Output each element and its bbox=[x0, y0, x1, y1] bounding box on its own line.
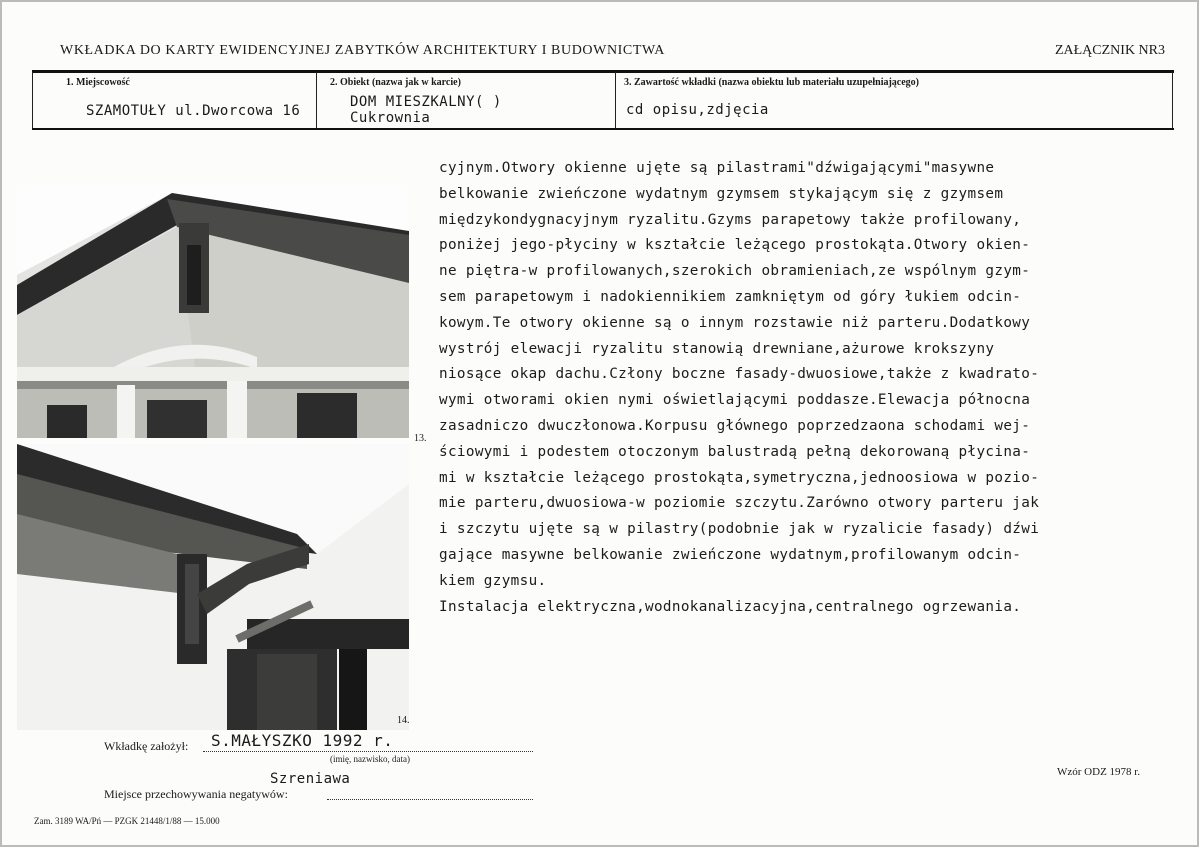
form-title: WKŁADKA DO KARTY EWIDENCYJNEJ ZABYTKÓW ARCHITEKTURY I BUDOWNICTWA bbox=[60, 43, 665, 58]
description-line: wymi otworami okien nymi oświetlającymi poddasze.Elewacja północna bbox=[439, 392, 1031, 409]
author-hint: (imię, nazwisko, data) bbox=[330, 754, 410, 764]
header-rule-top bbox=[32, 70, 1174, 73]
author-label: Wkładkę założył: bbox=[104, 739, 189, 753]
description-line: sem parapetowym i nadokiennikiem zamkniętym od góry łukiem odcin- bbox=[439, 288, 1022, 305]
object-label: 2. Obiekt (nazwa jak w karcie) bbox=[330, 77, 461, 88]
template-version: Wzór ODZ 1978 r. bbox=[1057, 766, 1141, 778]
description-line: i szczytu ujęte są w pilastry(podobnie jak w ryzalicie fasady) dźwi bbox=[439, 521, 1040, 538]
description-line: międzykondygnacyjnym ryzalitu.Gzyms parapetowy także profilowany, bbox=[439, 211, 1022, 228]
description-line: belkowanie zwieńczone wydatnym gzymsem stykającym się z gzymsem bbox=[439, 185, 1004, 202]
author-dotline bbox=[203, 751, 533, 752]
description-line: ne piętra-w profilowanych,szerokich obramieniach,ze wspólnym gzym- bbox=[439, 263, 1031, 280]
description-line: ściowymi i podestem otoczonym balustradą pełną dekorowaną płycina- bbox=[439, 443, 1031, 460]
storage-value: Szreniawa bbox=[270, 771, 351, 787]
header-rule-bottom bbox=[32, 128, 1174, 130]
photo-number-2: 14. bbox=[397, 715, 410, 726]
annex-number: ZAŁĄCZNIK NR3 bbox=[1054, 43, 1165, 58]
description-line: gające masywne belkowanie zwieńczone wydatnym,profilowanym odcin- bbox=[439, 546, 1022, 563]
field-divider-2 bbox=[615, 72, 616, 128]
storage-label: Miejsce przechowywania negatywów: bbox=[104, 787, 288, 801]
description-line: kowym.Te otwory okienne są o innym rozstawie niż parteru.Dodatkowy bbox=[439, 314, 1031, 331]
description-line: zasadniczo dwuczłonowa.Korpusu głównego poprzedzaona schodami wej- bbox=[439, 417, 1031, 434]
description-line: mie parteru,dwuosiowa-w poziomie szczytu.Zarówno otwory parteru jak bbox=[439, 495, 1040, 512]
description-line: niosące okap dachu.Człony boczne fasady-dwuosiowe,także z kwadrato- bbox=[439, 366, 1040, 383]
contents-value: cd opisu,zdjęcia bbox=[626, 102, 769, 118]
field-divider-1 bbox=[316, 72, 317, 128]
storage-dotline bbox=[327, 799, 533, 800]
object-value-line1: DOM MIESZKALNY( ) bbox=[350, 94, 502, 110]
description-line: poniżej jego-płyciny w kształcie leżącego prostokąta.Otwory okien- bbox=[439, 237, 1031, 254]
description-text bbox=[439, 156, 1139, 620]
location-label: 1. Miejscowość bbox=[66, 77, 130, 88]
photo-number-1: 13. bbox=[414, 433, 427, 444]
photo-gable-cornice bbox=[17, 185, 409, 438]
contents-label: 3. Zawartość wkładki (nazwa obiektu lub materiału uzupełniającego) bbox=[624, 77, 920, 88]
photo-column bbox=[17, 185, 427, 730]
description-line: cyjnym.Otwory okienne ujęte są pilastrami"dźwigającymi"masywne bbox=[439, 160, 995, 176]
photo-eaves-bracket bbox=[17, 444, 409, 730]
description-line: wystrój elewacji ryzalitu stanowią drewniane,ażurowe krokszyny bbox=[439, 340, 995, 357]
field-divider-right bbox=[1172, 72, 1173, 128]
field-divider-left bbox=[32, 72, 33, 128]
description-line: mi w kształcie leżącego prostokąta,symetryczna,jednoosiowa w pozio- bbox=[439, 469, 1040, 486]
author-value: S.MAŁYSZKO 1992 r. bbox=[211, 731, 394, 750]
description-line: Instalacja elektryczna,wodnokanalizacyjna,centralnego ogrzewania. bbox=[439, 598, 1022, 615]
print-info: Zam. 3189 WA/Pń — PZGK 21448/1/88 — 15.000 bbox=[34, 816, 220, 826]
object-value-line2: Cukrownia bbox=[350, 110, 431, 126]
location-value: SZAMOTUŁY ul.Dworcowa 16 bbox=[86, 103, 301, 119]
description-line: kiem gzymsu. bbox=[439, 572, 547, 589]
